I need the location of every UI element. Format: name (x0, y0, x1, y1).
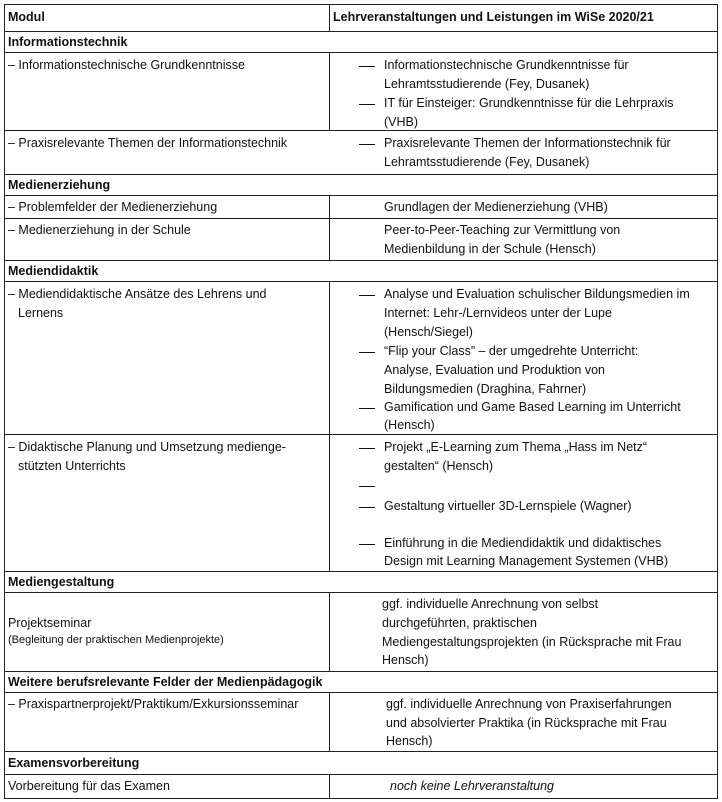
header-module-label: Modul (8, 10, 45, 24)
module-md-planung: – Didaktische Planung und Umsetzung mediengе- (8, 440, 286, 454)
course-line: Informationstechnische Grundkenntnisse für (384, 58, 629, 72)
course-line: Medienbildung in der Schule (Hensch) (384, 242, 596, 256)
section-title-medienerziehung: Medienerziehung (8, 178, 111, 192)
section-title-examensvorbereitung: Examensvorbereitung (8, 756, 140, 770)
course-line: Gestaltung virtueller 3D-Lernspiele (Wagner) (384, 499, 632, 513)
module-md-planung-cont: stützten Unterrichts (18, 459, 126, 473)
course-line: Internet: Lehr-/Lernvideos unter der Lupe (384, 306, 612, 320)
module-mg-projektseminar-note: (Begleitung der praktischen Medienprojekte) (8, 634, 224, 646)
bullet-dash (359, 408, 375, 409)
bullet-dash (359, 486, 375, 487)
bullet-dash (359, 144, 375, 145)
course-line: (Hensch) (384, 418, 435, 432)
section-title-weitere-felder: Weitere berufsrelevante Felder der Medienpädagogik (8, 675, 323, 689)
course-none-note: noch keine Lehrveranstaltung (390, 779, 555, 793)
course-line: Hensch) (382, 653, 429, 667)
module-mg-projektseminar: Projektseminar (8, 616, 92, 630)
course-line: IT für Einsteiger: Grundkenntnisse für die Lehrpraxis (384, 96, 674, 110)
course-line: Lehramtsstudierende (Fey, Dusanek) (384, 77, 590, 91)
section-title-informationstechnik: Informationstechnik (8, 35, 128, 49)
course-line: Praxisrelevante Themen der Informationstechnik für (384, 136, 671, 150)
module-table (4, 4, 718, 799)
bullet-dash (359, 66, 375, 67)
course-line: Einführung in die Mediendidaktik und didaktisches (384, 536, 662, 550)
bullet-dash (359, 352, 375, 353)
section-title-mediendidaktik: Mediendidaktik (8, 264, 99, 278)
course-line: Grundlagen der Medienerziehung (VHB) (384, 200, 608, 214)
module-wb-praxispartner: – Praxispartnerprojekt/Praktikum/Exkursionsseminar (8, 697, 299, 711)
course-line: Lehramtsstudierende (Fey, Dusanek) (384, 155, 590, 169)
module-it-praxisrelevant: – Praxisrelevante Themen der Informationstechnik (8, 136, 288, 150)
section-title-mediengestaltung: Mediengestaltung (8, 575, 115, 589)
course-line: Analyse und Evaluation schulischer Bildungsmedien im (384, 287, 690, 301)
bullet-dash (359, 544, 375, 545)
bullet-dash (359, 448, 375, 449)
course-line: Hensch) (386, 734, 433, 748)
course-line: durchgeführten, praktischen (382, 616, 537, 630)
course-line: gestalten“ (Hensch) (384, 459, 494, 473)
course-line: Gamification und Game Based Learning im Unterricht (384, 400, 681, 414)
course-line: Analyse, Evaluation und Produktion von (384, 363, 605, 377)
course-line: ggf. individuelle Anrechnung von Praxiserfahrungen (386, 697, 672, 711)
course-line: Projekt „E-Learning zum Thema „Hass im Netz“ (384, 440, 648, 454)
course-line: (VHB) (384, 115, 419, 129)
bullet-dash (359, 507, 375, 508)
header-courses-label: Lehrveranstaltungen und Leistungen im WiSe 2020/21 (333, 10, 654, 24)
course-line: und absolvierter Praktika (in Rücksprache mit Frau (386, 716, 667, 730)
module-ex-vorbereitung: Vorbereitung für das Examen (8, 779, 170, 793)
course-line: Design mit Learning Management Systemen (VHB) (384, 554, 669, 568)
course-line: Bildungsmedien (Draghina, Fahrner) (384, 382, 587, 396)
module-it-grundkenntnisse: – Informationstechnische Grundkenntnisse (8, 58, 245, 72)
module-md-ansaetze-cont: Lernens (18, 306, 64, 320)
module-me-schule: – Medienerziehung in der Schule (8, 223, 191, 237)
course-line: “Flip your Class” – der umgedrehte Unterricht: (384, 344, 639, 358)
module-md-ansaetze: – Mediendidaktische Ansätze des Lehrens und (8, 287, 267, 301)
course-line: Peer-to-Peer-Teaching zur Vermittlung von (384, 223, 621, 237)
course-line: (Hensch/Siegel) (384, 325, 473, 339)
bullet-dash (359, 295, 375, 296)
bullet-dash (359, 104, 375, 105)
course-line: Mediengestaltungsprojekten (in Rücksprache mit Frau (382, 635, 682, 649)
module-me-problemfelder: – Problemfelder der Medienerziehung (8, 200, 218, 214)
course-line: ggf. individuelle Anrechnung von selbst (382, 597, 599, 611)
